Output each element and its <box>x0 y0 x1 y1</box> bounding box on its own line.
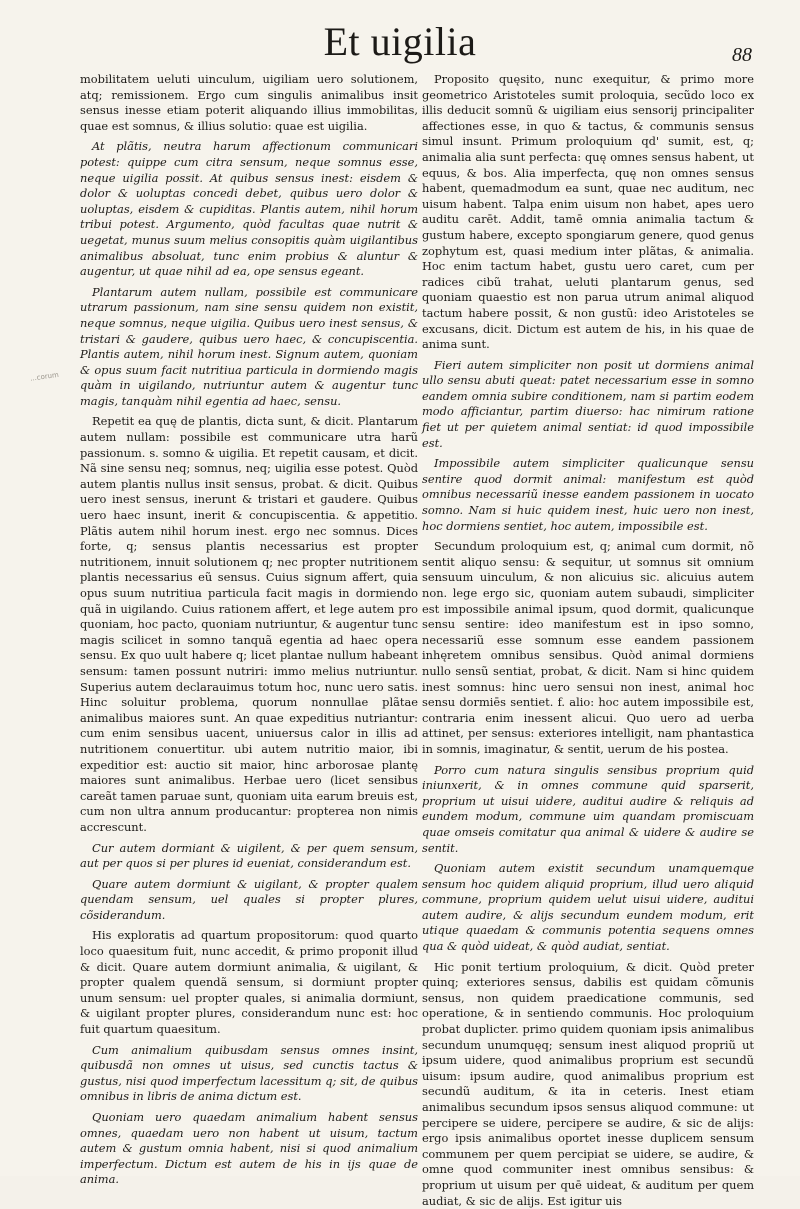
paragraph: His exploratis ad quartum propositorum: quod quarto loco quaesitum fuit, nunc accedit, & primo proponit illud & dicit. Quare autem dormiunt animalia, & uigilant, & propter qualem quendã sensum, si dormiunt propter unum sensum: uel propter quales, si animalia dormiunt, & uigilant propter plures, considerandum nunc est: hoc fuit quartum quaesitum. <box>80 928 418 1037</box>
paragraph: Quoniam uero quaedam animalium habent sensus omnes, quaedam uero non habent ut uisum, tactum autem & gustum omnia habent, nisi si quod animalium imperfectum. Dictum est autem de his in ijs quae de anima. <box>80 1110 418 1187</box>
paragraph: Quoniam autem existit secundum unamquemque sensum hoc quidem aliquid proprium, illud uero aliquid commune, proprium quidem uelut uisui uidere, auditui autem audire, & alijs secundum eundem modum, erit utique quaedam & communis potentia sequens omnes qua & quòd uideat, & quòd audiat, sentiat. <box>422 861 754 954</box>
right-column <box>422 72 754 1208</box>
page-number: 88 <box>732 44 752 66</box>
paragraph: Porro cum natura singulis sensibus proprium quid iniunxerit, & in omnes commune quid sparserit, proprium ut uisui uidere, auditui audire & reliquis ad eundem modum, commune uim quandam promiscuam quae omseis comitatur qua animal & uidere & audire se sentit. <box>422 762 754 855</box>
paragraph: Plantarum autem nullam, possibile est communicare utrarum passionum, nam sine sensu quidem non existit, neque somnus, neque uigilia. Quibus uero inest sensus, & tristari & gaudere, quibus uero haec, & concupiscentia. Plantis autem, nihil horum inest. Signum autem, quoniam & opus suum facit nutritiua particula in dormiendo magis quàm in uigilando, nutriuntur autem & augentur tunc magis, tanquàm nihil egentia ad haec, sensu. <box>80 284 418 408</box>
paragraph: Cum animalium quibusdam sensus omnes insint, quibusdã non omnes ut uisus, sed cunctis tactus & gustus, nisi quod imperfectum lacessitum q; sit, de quibus omnibus in libris de anima dictum est. <box>80 1042 418 1104</box>
paragraph: Proposito quęsito, nunc exequitur, & primo more geometrico Aristoteles sumit proloquia, secũdo loco ex illis deducit somnũ & uigiliam eius sensorij principaliter affectiones esse, in quo & tactus, & communis sensus simul insunt. Primum proloquium qd' sumit, est, q; animalia alia sunt perfecta: quę omnes sensus habent, ut equus, & bos. Alia imperfecta, quę non omnes sensus habent, quemadmodum ea sunt, quae nec auditum, nec uisum habent. Talpa enim uisum non habet, apes uero auditu carēt. Addit, tamē omnia animalia tactum & gustum habere, excepto spongiarum genere, quod genus zophytum est, quasi medium inter plãtas, & animalia. Hoc enim tactum habet, gustu uero caret, cum per radices cibũ trahat, ueluti plantarum genus, sed quoniam quaestio est non parua utrum animal aliquod tactum habere possit, & non gustũ: ideo Aristoteles se excusans, dicit. Dictum est autem de his, in his quae de anima sunt. <box>422 72 754 352</box>
left-column <box>80 72 418 1187</box>
paragraph: Repetit ea quę de plantis, dicta sunt, & dicit. Plantarum autem nullam: possibile est communicare utra harũ passionum. s. somno & uigilia. Et repetit causam, et dicit. Nã sine sensu neq; somnus, neq; uigilia esse potest. Quòd autem plantis nullus insit sensus, probat. & dicit. Quibus uero inest sensus, inerunt & tristari et gaudere. Quibus uero haec insunt, inerit & concupiscentia. & appetitio. Plãtis autem nihil horum inest. ergo nec somnus. Dices forte, q; sensus plantis necessarius est propter nutritionem, innuit solutionem q; nec propter nutritionem plantis necessarius eũ sensus. Cuius signum affert, quia opus suum nutritiua particula facit magis in dormiendo quã in uigilando. Cuius rationem affert, et lege autem pro quoniam, hoc pacto, quoniam nutriuntur, & augentur tunc magis scilicet in somno tanquã egentia ad haec opera sensu. Ex quo uult habere q; licet plantae nullum habeant sensum: tamen possunt nutriri: immo melius nutriuntur. Superius autem declarauimus totum hoc, nunc uero satis. Hinc soluitur problema, quorum nonnullae plãtae animalibus maiores sunt. An quae expeditius nutriantur: cum enim sensibus uacent, uniuersus calor in illis ad nutritionem conuertitur. ubi autem nutritio maior, ibi expeditior est: auctio sit maior, hinc arborosae plantę maiores sunt animalibus. Herbae uero (licet sensibus careãt tamen paruae sunt, quoniam uita earum breuis est, cum non ultra annum producantur: propterea non nimis accrescunt. <box>80 414 418 834</box>
paragraph: Impossibile autem simpliciter qualicunque sensu sentire quod dormit animal: manifestum est quòd omnibus necessariũ inesse eandem passionem in uocato somno. Nam si huic quidem inest, huic uero non inest, hoc dormiens sentiet, hoc autem, impossibile est. <box>422 456 754 533</box>
paragraph: Secundum proloquium est, q; animal cum dormit, nõ sentit aliquo sensu: & sequitur, ut somnus sit omnium sensuum uinculum, & non alicuius sic. alicuius autem non. lege ergo sic, quoniam autem subaudi, simpliciter est impossibile animal ipsum, quod dormit, qualicunque sensu sentire: ideo manifestum est in ipso somno, necessariũ esse somnum esse eandem passionem inhęretem omnibus sensibus. Quòd animal dormiens nullo sensũ sentiat, probat, & dicit. Nam si hinc quidem inest somnus: hinc uero sensui non inest, animal hoc sensu dormiēs sentiet. f. alio: hoc autem impossibile est, contraria enim inessent alicui. Quo uero ad uerba attinet, per sensus: exteriores intelligit, nam phantastica in somnis, imaginatur, & sentit, uerum de his postea. <box>422 539 754 756</box>
paragraph: Hic ponit tertium proloquium, & dicit. Quòd preter quinq; exteriores sensus, dabilis est quidam cõmunis sensus, non quidem praedicatione communis, sed operatione, & in sentiendo communis. Hoc proloquium probat duplicter. primo quidem quoniam ipsis animalibus secundum unumquęq; sensum inest aliquod propriũ ut ipsum uidere, quod animalibus proprium est secundũ uisum: ipsum audire, quod animalibus proprium est secundũ auditum, & ita in ceteris. Inest etiam animalibus secundum ipsos sensus aliquod commune: ut percipere se uidere, percipere se audire, & sic de alijs: ergo ipsis animalibus oportet inesse duplicem sensum communem per quem percipiat se uidere, se audire, & omne quod communiter inest omnibus sensibus: & proprium ut uisum per quē uideat, & auditum per quem audiat, & sic de alijs. Est igitur uis <box>422 959 754 1208</box>
paragraph: Quare autem dormiunt & uigilant, & propter qualem quendam sensum, uel quales si propter plures, cõsiderandum. <box>80 876 418 922</box>
paragraph: Fieri autem simpliciter non posit ut dormiens animal ullo sensu abuti queat: patet necessarium esse in somno eandem omnia subire conditionem, nam si partim eodem modo afficiantur, partim diuerso: hac nimirum ratione fiet ut per quietem animal sentiat: id quod impossibile est. <box>422 357 754 450</box>
paragraph: Cur autem dormiant & uigilent, & per quem sensum, aut per quos si per plures id eueniat, considerandum est. <box>80 840 418 871</box>
running-head: Et uigilia <box>323 19 477 64</box>
paragraph: At plãtis, neutra harum affectionum communicari potest: quippe cum citra sensum, neque somnus esse, neque uigilia possit. At quibus sensus inest: eisdem & dolor & uoluptas concedi debet, quibus uero dolor & uoluptas, eisdem & cupiditas. Plantis autem, nihil horum tribui potest. Argumento, quòd facultas quae nutrit & uegetat, munus suum melius consopitis quàm uigilantibus animalibus absoluat, tunc enim probius & aluntur & augentur, ut quae nihil ad ea, ope sensus egeant. <box>80 139 418 279</box>
gutter-note: ...corum <box>29 370 60 383</box>
paragraph: mobilitatem ueluti uinculum, uigiliam uero solutionem, atq; remissionem. Ergo cum singulis animalibus insit sensus inesse etiam poterit aliquando illius immobilitas, quae est somnus, & illius solutio: quae est uigilia. <box>80 72 418 133</box>
